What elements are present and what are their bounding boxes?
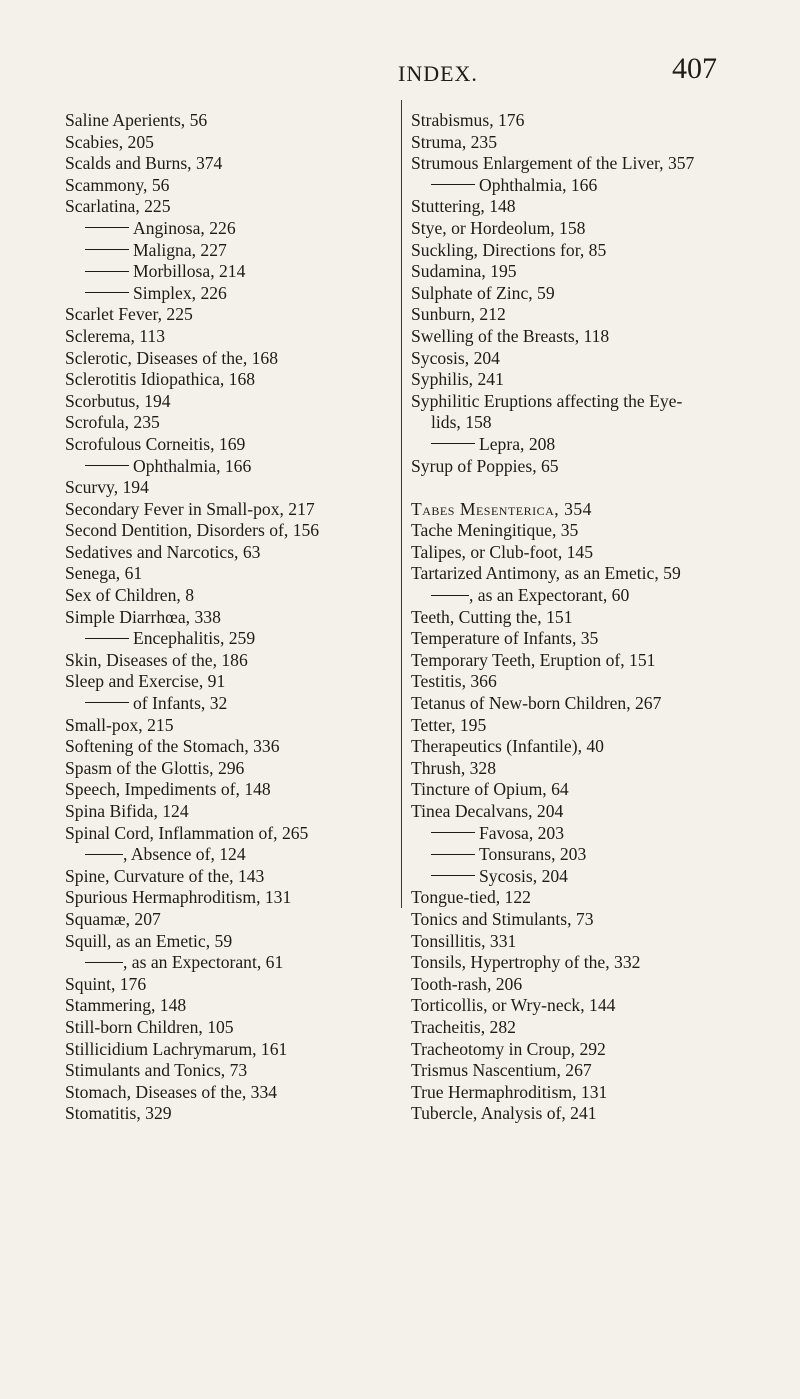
index-entry xyxy=(65,887,395,909)
index-entry-text: Speech, Impediments of, 148 xyxy=(65,779,271,800)
index-entry xyxy=(411,1103,741,1125)
index-entry xyxy=(65,110,395,132)
ditto-dash xyxy=(85,854,123,855)
index-subentry xyxy=(411,585,741,607)
index-entry-text: Tinea Decalvans, 204 xyxy=(411,801,564,821)
index-entry-text: Tincture of Opium, 64 xyxy=(411,779,569,800)
index-subentry xyxy=(411,175,741,197)
ditto-dash xyxy=(431,832,475,833)
index-entry xyxy=(65,132,395,154)
index-entry xyxy=(65,1103,395,1125)
index-entry xyxy=(65,391,395,413)
index-entry-text: Sycosis, 204 xyxy=(479,865,568,886)
index-entry-text: Sclerotic, Diseases of the, 168 xyxy=(65,347,279,368)
index-entry xyxy=(411,693,741,715)
index-entry-text: Tooth-rash, 206 xyxy=(411,973,523,994)
index-subentry xyxy=(65,261,395,283)
ditto-dash xyxy=(85,249,129,250)
index-entry-text: Strumous Enlargement of the Liver, 357 xyxy=(411,153,695,174)
index-entry-text: Swelling of the Breasts, 118 xyxy=(411,325,610,346)
index-entry-text: , as an Expectorant, 60 xyxy=(469,585,630,606)
index-entry-text: Softening of the Stomach, 336 xyxy=(65,736,280,757)
index-entry-text: Tache Meningitique, 35 xyxy=(411,520,579,541)
index-entry xyxy=(411,240,741,262)
ditto-dash xyxy=(431,184,475,185)
ditto-dash xyxy=(85,271,129,272)
index-entry xyxy=(65,153,395,175)
index-entry xyxy=(65,304,395,326)
index-entry xyxy=(411,607,741,629)
index-entry-text: Sclerotitis Idiopathica, 168 xyxy=(65,369,256,390)
index-entry xyxy=(411,110,741,132)
index-subentry xyxy=(65,283,395,305)
index-entry xyxy=(411,1082,741,1104)
index-entry-text: Syphilis, 241 xyxy=(411,369,504,390)
index-entry xyxy=(411,348,741,370)
index-entry-text: Spasm of the Glottis, 296 xyxy=(65,757,245,778)
index-entry-text: Scurvy, 194 xyxy=(65,477,149,498)
index-entry-text: , as an Expectorant, 61 xyxy=(123,952,284,973)
index-entry xyxy=(65,348,395,370)
column-divider xyxy=(401,100,402,908)
index-entry-text: Simplex, 226 xyxy=(133,282,227,303)
index-entry-text: Squill, as an Emetic, 59 xyxy=(65,930,233,951)
index-entry-continuation xyxy=(411,412,741,434)
index-entry xyxy=(411,758,741,780)
index-entry-text: of Infants, 32 xyxy=(133,693,228,714)
index-entry xyxy=(65,369,395,391)
index-subentry xyxy=(65,952,395,974)
index-entry xyxy=(411,132,741,154)
index-entry xyxy=(65,326,395,348)
index-entry-text: Tracheotomy in Croup, 292 xyxy=(411,1038,606,1059)
index-entry-text: Stuttering, 148 xyxy=(411,196,516,217)
index-entry xyxy=(411,628,741,650)
index-entry xyxy=(65,823,395,845)
ditto-dash xyxy=(85,227,129,228)
index-subentry xyxy=(411,866,741,888)
index-subentry xyxy=(65,628,395,650)
index-subentry xyxy=(411,844,741,866)
index-entry xyxy=(411,974,741,996)
index-entry-text: Anginosa, 226 xyxy=(133,217,236,238)
index-entry xyxy=(65,477,395,499)
ditto-dash xyxy=(431,875,475,876)
index-entry xyxy=(65,931,395,953)
index-entry xyxy=(411,715,741,737)
index-entry-text: Scrofula, 235 xyxy=(65,412,160,433)
index-subentry xyxy=(65,218,395,240)
index-entry-text: Skin, Diseases of the, 186 xyxy=(65,649,248,670)
index-entry xyxy=(411,931,741,953)
index-entry xyxy=(411,952,741,974)
index-entry xyxy=(411,563,741,585)
index-entry-text: Sulphate of Zinc, 59 xyxy=(411,282,555,303)
index-entry xyxy=(411,671,741,693)
index-entry-text: Sudamina, 195 xyxy=(411,261,517,282)
index-entry xyxy=(65,758,395,780)
index-entry xyxy=(65,585,395,607)
index-entry xyxy=(411,1060,741,1082)
index-entry-text: Scabies, 205 xyxy=(65,131,154,152)
index-entry-text: Teeth, Cutting the, 151 xyxy=(411,606,573,627)
index-entry-text: Simple Diarrhœa, 338 xyxy=(65,606,221,627)
index-entry xyxy=(411,779,741,801)
index-entry-text: Scrofulous Corneitis, 169 xyxy=(65,433,246,454)
index-entry-text: Sycosis, 204 xyxy=(411,347,500,368)
index-entry-text: Sex of Children, 8 xyxy=(65,585,195,606)
index-entry xyxy=(65,520,395,542)
index-entry-text: Tonsurans, 203 xyxy=(479,844,587,865)
index-entry-text: Suckling, Directions for, 85 xyxy=(411,239,607,260)
index-entry-text: Strabismus, 176 xyxy=(411,110,525,130)
index-entry-text: Stomatitis, 329 xyxy=(65,1103,172,1124)
index-entry-text: Saline Aperients, 56 xyxy=(65,110,208,130)
index-entry xyxy=(411,326,741,348)
page-number: 407 xyxy=(672,52,717,85)
index-entry xyxy=(65,801,395,823)
index-entry xyxy=(65,563,395,585)
index-entry-text: Stimulants and Tonics, 73 xyxy=(65,1060,248,1081)
index-entry-text: Tracheitis, 282 xyxy=(411,1016,516,1037)
index-entry xyxy=(411,499,741,521)
index-entry xyxy=(65,650,395,672)
index-entry xyxy=(65,1060,395,1082)
index-entry xyxy=(411,369,741,391)
index-entry-text: Talipes, or Club-foot, 145 xyxy=(411,541,594,562)
index-entry-text: Scarlatina, 225 xyxy=(65,196,171,217)
index-entry xyxy=(65,866,395,888)
index-entry-text: Tongue-tied, 122 xyxy=(411,887,531,908)
index-entry-text: Tubercle, Analysis of, 241 xyxy=(411,1103,597,1124)
index-entry-text: Scarlet Fever, 225 xyxy=(65,304,193,325)
index-entry-text: True Hermaphroditism, 131 xyxy=(411,1081,608,1102)
index-entry-text: Spurious Hermaphroditism, 131 xyxy=(65,887,292,908)
index-entry-text: , Absence of, 124 xyxy=(123,844,246,865)
index-entry-text: Stillicidium Lachrymarum, 161 xyxy=(65,1038,288,1059)
index-entry-text: Still-born Children, 105 xyxy=(65,1016,234,1037)
index-entry xyxy=(411,283,741,305)
index-entry xyxy=(411,520,741,542)
index-entry-text: Trismus Nascentium, 267 xyxy=(411,1060,592,1081)
index-entry xyxy=(411,218,741,240)
index-entry xyxy=(65,1039,395,1061)
section-gap xyxy=(411,477,741,499)
index-entry xyxy=(411,736,741,758)
index-entry-text: Temperature of Infants, 35 xyxy=(411,628,599,649)
index-entry-text: Sclerema, 113 xyxy=(65,325,165,346)
index-entry xyxy=(65,995,395,1017)
index-entry-text: Syrup of Poppies, 65 xyxy=(411,455,559,476)
index-entry-text: Tonics and Stimulants, 73 xyxy=(411,908,594,929)
index-entry xyxy=(65,1082,395,1104)
index-entry-text: Spina Bifida, 124 xyxy=(65,801,189,821)
index-entry-text: Small-pox, 215 xyxy=(65,714,174,735)
index-entry-text: Second Dentition, Disorders of, 156 xyxy=(65,520,320,541)
index-entry xyxy=(65,499,395,521)
index-entry xyxy=(411,304,741,326)
ditto-dash xyxy=(431,595,469,596)
index-entry xyxy=(65,671,395,693)
ditto-dash xyxy=(85,702,129,703)
index-entry-text: Stammering, 148 xyxy=(65,995,187,1016)
index-entry xyxy=(65,542,395,564)
index-entry-text: Squint, 176 xyxy=(65,973,147,994)
index-column-left xyxy=(65,110,395,1125)
index-entry-text: Spine, Curvature of the, 143 xyxy=(65,865,265,886)
index-entry-text: Tetter, 195 xyxy=(411,714,487,735)
index-subentry xyxy=(65,240,395,262)
ditto-dash xyxy=(85,962,123,963)
index-entry-text: Syphilitic Eruptions affecting the Eye- xyxy=(411,390,683,411)
index-entry-text: Stomach, Diseases of the, 334 xyxy=(65,1081,278,1102)
ditto-dash xyxy=(85,638,129,639)
index-subentry xyxy=(65,844,395,866)
index-entry xyxy=(65,434,395,456)
index-entry-text: Temporary Teeth, Eruption of, 151 xyxy=(411,649,656,670)
index-entry-text: Therapeutics (Infantile), 40 xyxy=(411,736,604,757)
index-entry xyxy=(411,995,741,1017)
index-entry-text: Sleep and Exercise, 91 xyxy=(65,671,226,692)
index-entry xyxy=(65,715,395,737)
index-entry-text: Encephalitis, 259 xyxy=(133,628,256,649)
index-entry-text: Spinal Cord, Inflammation of, 265 xyxy=(65,822,309,843)
index-entry xyxy=(65,909,395,931)
index-entry xyxy=(65,175,395,197)
index-entry-text: Struma, 235 xyxy=(411,131,498,152)
index-entry-text: lids, 158 xyxy=(431,412,492,433)
index-entry-text: Tabes Mesenterica, 354 xyxy=(411,498,592,519)
index-entry-text: Scammony, 56 xyxy=(65,174,170,195)
index-entry-text: Stye, or Hordeolum, 158 xyxy=(411,217,586,238)
index-entry-text: Ophthalmia, 166 xyxy=(133,455,252,476)
index-entry xyxy=(65,974,395,996)
index-entry xyxy=(411,887,741,909)
index-entry-text: Ophthalmia, 166 xyxy=(479,174,598,195)
index-entry-text: Secondary Fever in Small-pox, 217 xyxy=(65,498,315,519)
index-entry xyxy=(65,196,395,218)
index-entry xyxy=(411,456,741,478)
ditto-dash xyxy=(85,465,129,466)
index-entry xyxy=(65,1017,395,1039)
index-entry-text: Scalds and Burns, 374 xyxy=(65,153,223,174)
index-entry-text: Sedatives and Narcotics, 63 xyxy=(65,541,261,562)
ditto-dash xyxy=(431,443,475,444)
index-entry xyxy=(411,153,741,175)
index-entry xyxy=(411,542,741,564)
ditto-dash xyxy=(431,854,475,855)
index-entry xyxy=(65,412,395,434)
index-entry xyxy=(411,196,741,218)
index-entry-text: Squamæ, 207 xyxy=(65,908,161,929)
page-header xyxy=(0,50,800,94)
index-entry-text: Morbillosa, 214 xyxy=(133,261,246,282)
index-entry-text: Lepra, 208 xyxy=(479,433,556,454)
index-entry-text: Senega, 61 xyxy=(65,563,143,584)
index-entry-text: Favosa, 203 xyxy=(479,822,565,843)
index-entry-text: Thrush, 328 xyxy=(411,757,497,778)
index-subentry xyxy=(411,434,741,456)
index-entry-text: Tetanus of New-born Children, 267 xyxy=(411,693,662,714)
index-entry-text: Tonsils, Hypertrophy of the, 332 xyxy=(411,952,641,973)
index-entry xyxy=(411,1017,741,1039)
index-entry-text: Torticollis, or Wry-neck, 144 xyxy=(411,995,616,1016)
index-entry xyxy=(65,736,395,758)
index-entry-text: Tartarized Antimony, as an Emetic, 59 xyxy=(411,563,681,584)
index-subentry xyxy=(65,693,395,715)
index-entry-text: Testitis, 366 xyxy=(411,671,497,692)
index-column-right xyxy=(411,110,741,1125)
ditto-dash xyxy=(85,292,129,293)
running-title: INDEX. xyxy=(398,61,478,86)
index-entry xyxy=(411,1039,741,1061)
index-entry-text: Scorbutus, 194 xyxy=(65,390,171,411)
index-entry-text: Tonsillitis, 331 xyxy=(411,930,517,951)
index-entry xyxy=(411,650,741,672)
index-entry xyxy=(65,779,395,801)
index-entry xyxy=(411,261,741,283)
index-entry xyxy=(411,801,741,823)
index-entry-text: Maligna, 227 xyxy=(133,239,227,260)
index-entry xyxy=(65,607,395,629)
index-subentry xyxy=(65,456,395,478)
index-subentry xyxy=(411,823,741,845)
index-entry xyxy=(411,391,741,413)
index-entry xyxy=(411,909,741,931)
index-entry-text: Sunburn, 212 xyxy=(411,304,506,325)
